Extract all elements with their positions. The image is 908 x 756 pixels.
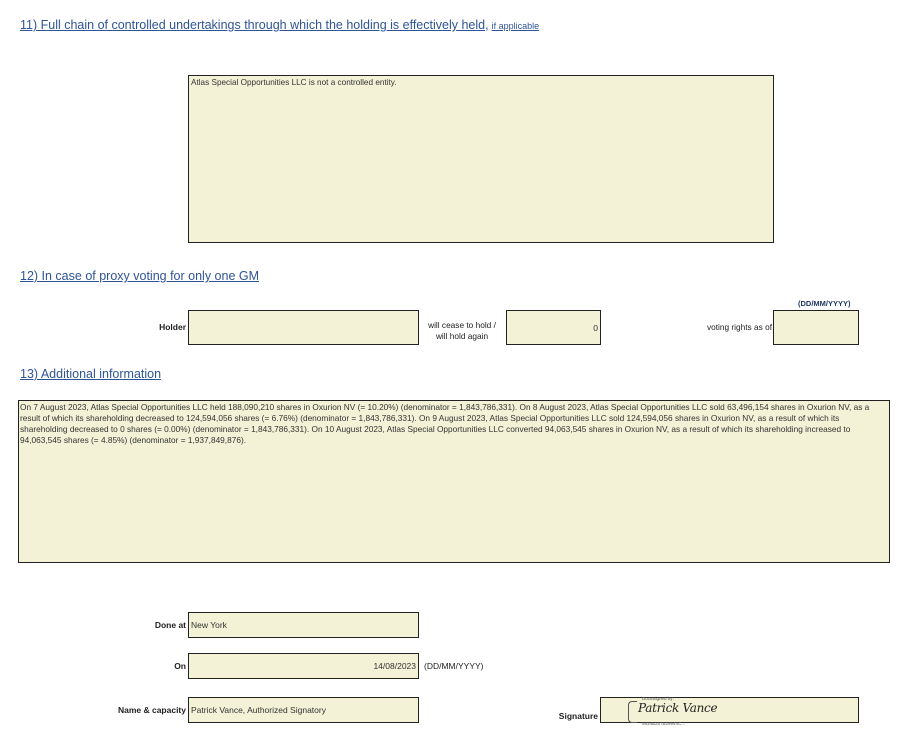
done-at-value: New York — [191, 620, 227, 630]
name-capacity-field[interactable] — [188, 697, 419, 723]
voting-rights-amount-field[interactable] — [506, 310, 601, 345]
holder-value — [189, 311, 418, 321]
section-11-title-text: 11) Full chain of controlled undertakings through which the holding is effectively held, — [20, 18, 489, 32]
holder-field[interactable] — [188, 310, 419, 345]
voting-rights-date-value — [774, 311, 858, 321]
cease-hold-label — [420, 320, 504, 342]
controlled-chain-text: Atlas Special Opportunities LLC is not a controlled entity. — [191, 78, 397, 87]
name-capacity-label: Name & capacity — [117, 705, 186, 715]
additional-information-text: On 7 August 2023, Atlas Special Opportunities LLC held 188,090,210 shares in Oxurion NV (= 10.20%) (denominator = 1,843,786,331). On 8 August 2023, Atlas Special Opportunities LLC sold 63,496,154 shares in Oxurion NV, as a result of which its shareholding decreased to 124,594,056 shares (= 6.76%) (denominator = 1,843,786,331). On 9 August 2023, Atlas Special Opportunities LLC sold 124,594,056 shares in Oxurion NV, as a result of which its shareholding decreased to 0 shares (= 0.00%) (denominator = 1,843,786,331). On 10 August 2023, Atlas Special Opportunities LLC converted 94,063,545 shares in Oxurion NV, as a result of which its shareholding increased to 94,063,545 shares (= 4.85%) (denominator = 1,937,849,876). — [20, 402, 870, 445]
section-13-title: 13) Additional information — [20, 367, 162, 381]
on-date-format-hint: (DD/MM/YYYY) — [424, 661, 484, 671]
signature-id: 5934B257B29544C... — [642, 721, 686, 726]
cease-hold-label-line2: will hold again — [435, 331, 489, 341]
if-applicable-note: if applicable — [491, 21, 540, 31]
date-format-hint: (DD/MM/YYYY) — [798, 299, 851, 308]
additional-information-field[interactable] — [18, 400, 890, 563]
docusign-signature — [628, 697, 740, 727]
holder-label: Holder — [159, 322, 186, 332]
signature-header: DocuSigned by: — [642, 696, 674, 701]
signature-bracket — [628, 701, 637, 723]
voting-rights-amount-value: 0 — [593, 323, 598, 333]
name-capacity-value: Patrick Vance, Authorized Signatory — [191, 705, 326, 715]
on-date-value: 14/08/2023 — [373, 661, 416, 671]
signature-label: Signature — [558, 711, 598, 721]
voting-rights-date-field[interactable] — [773, 310, 859, 345]
section-11-title — [20, 18, 539, 32]
on-label: On — [174, 661, 186, 671]
voting-rights-as-of-label: voting rights as of — [706, 322, 772, 332]
section-12-title: 12) In case of proxy voting for only one GM — [20, 269, 260, 283]
cease-hold-label-line1: will cease to hold / — [428, 320, 496, 330]
controlled-chain-field[interactable] — [188, 75, 774, 243]
on-date-field[interactable] — [188, 653, 419, 679]
done-at-label: Done at — [154, 620, 186, 630]
done-at-field[interactable] — [188, 612, 419, 638]
signature-name: Patrick Vance — [638, 701, 718, 715]
